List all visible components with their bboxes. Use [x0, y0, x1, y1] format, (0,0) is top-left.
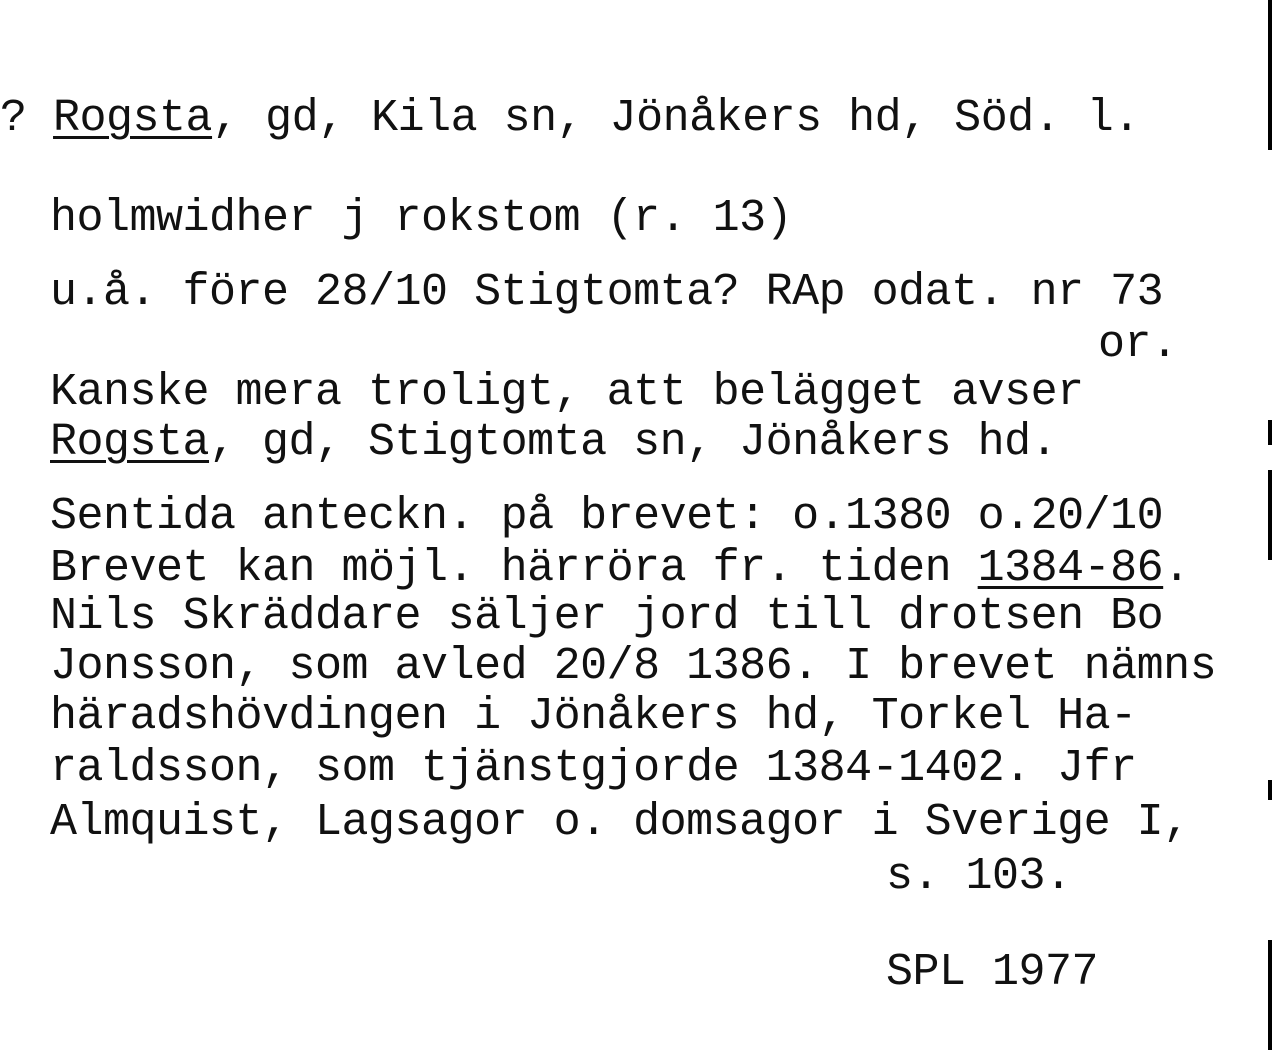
source-quote-line: holmwidher j rokstom (r. 13) [50, 193, 793, 244]
note-line-4: Jonsson, som avled 20/8 1386. I brevet nämns [50, 641, 1217, 692]
note-line-6: raldsson, som tjänstgjorde 1384-1402. Jfr [50, 743, 1137, 794]
signature: SPL 1977 [886, 947, 1099, 998]
heading-place-name: Rogsta [53, 93, 213, 144]
note-line-2-text: Brevet kan möjl. härröra fr. tiden [50, 543, 978, 594]
comment-line-1: Kanske mera troligt, att belägget avser [50, 367, 1084, 418]
alternate-place-details: , gd, Stigtomta sn, Jönåkers hd. [209, 417, 1058, 468]
note-line-2-end: . [1163, 543, 1190, 594]
source-reference-line: u.å. före 28/10 Stigtomta? RAp odat. nr 73 [50, 267, 1164, 318]
note-line-7: Almquist, Lagsagor o. domsagor i Sverige I, [50, 797, 1190, 848]
question-mark: ? [0, 93, 27, 144]
comment-line-2 [50, 417, 1058, 468]
heading-line [0, 93, 1140, 144]
alternate-place-name: Rogsta [50, 417, 210, 468]
card-edge-divider [1268, 0, 1272, 1050]
date-range: 1384-86 [977, 543, 1164, 594]
note-line-5: häradshövdingen i Jönåkers hd, Torkel Ha- [50, 691, 1137, 742]
heading-place-details: , gd, Kila sn, Jönåkers hd, Söd. l. [212, 93, 1140, 144]
original-marker: or. [1098, 319, 1178, 370]
page-reference: s. 103. [886, 851, 1072, 902]
note-line-1: Sentida anteckn. på brevet: o.1380 o.20/10 [50, 491, 1164, 542]
note-line-2 [50, 543, 1190, 594]
note-line-3: Nils Skräddare säljer jord till drotsen Bo [50, 591, 1164, 642]
